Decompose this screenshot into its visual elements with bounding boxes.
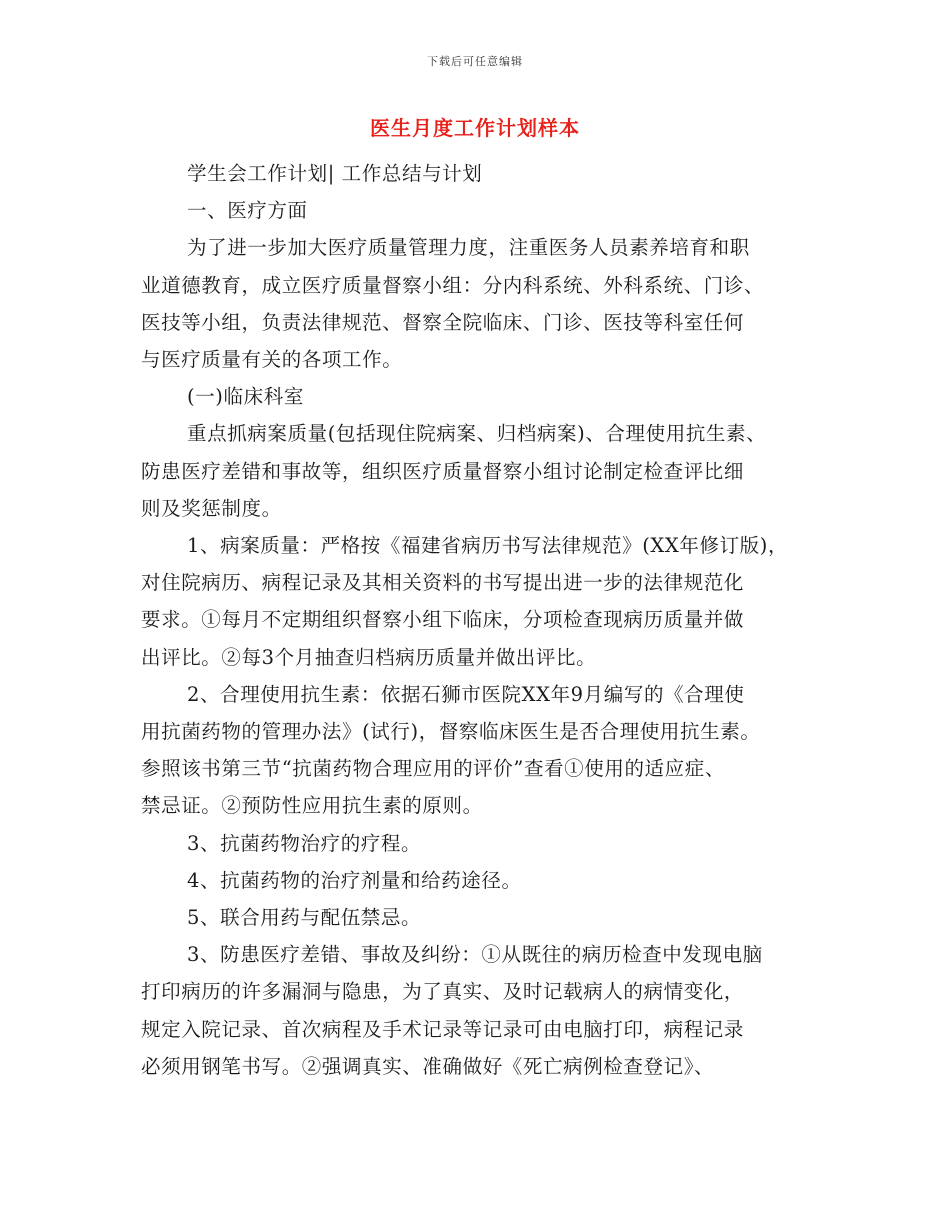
paragraph-line: 与医疗质量有关的各项工作。 bbox=[141, 348, 403, 372]
paragraph bbox=[141, 676, 821, 825]
paragraph-line: 用抗菌药物的管理办法》(试行)，督察临床医生是否合理使用抗生素。 bbox=[141, 720, 761, 744]
paragraph-line: 规定入院记录、首次病程及手术记录等记录可由电脑打印，病程记录 bbox=[141, 1017, 745, 1041]
paragraph-line: 要求。①每月不定期组织督察小组下临床，分项检查现病历质量并做 bbox=[141, 608, 745, 632]
paragraph bbox=[141, 936, 821, 1085]
paragraph-line: 为了进一步加大医疗质量管理力度，注重医务人员素养培育和职 bbox=[187, 236, 750, 260]
document-body bbox=[141, 155, 821, 1085]
paragraph bbox=[141, 527, 821, 676]
paragraph-line: 3、抗菌药物治疗的疗程。 bbox=[187, 831, 422, 855]
paragraph-line: 出评比。②每3个月抽查归档病历质量并做出评比。 bbox=[141, 645, 597, 669]
paragraph-line: 一、医疗方面 bbox=[187, 199, 308, 223]
paragraph-line: 业道德教育，成立医疗质量督察小组：分内科系统、外科系统、门诊、 bbox=[141, 273, 765, 297]
paragraph bbox=[141, 825, 821, 862]
paragraph-line: 3、防患医疗差错、事故及纠纷：①从既往的病历检查中发现电脑 bbox=[187, 943, 763, 967]
paragraph-line: 则及奖惩制度。 bbox=[141, 496, 282, 520]
paragraph-line: 学生会工作计划| 工作总结与计划 bbox=[187, 162, 483, 185]
paragraph bbox=[141, 155, 821, 192]
paragraph bbox=[141, 415, 821, 527]
paragraph-line: 1、病案质量：严格按《福建省病历书写法律规范》(XX年修订版)， bbox=[187, 534, 789, 558]
header-note: 下载后可任意编辑 bbox=[427, 55, 523, 68]
paragraph bbox=[141, 899, 821, 936]
paragraph bbox=[141, 192, 821, 229]
paragraph-line: (一)临床科室 bbox=[187, 385, 304, 409]
paragraph-line: 医技等小组，负责法律规范、督察全院临床、门诊、医技等科室任何 bbox=[141, 310, 745, 334]
paragraph bbox=[141, 229, 821, 378]
paragraph-line: 对住院病历、病程记录及其相关资料的书写提出进一步的法律规范化 bbox=[141, 571, 745, 595]
paragraph-line: 禁忌证。②预防性应用抗生素的原则。 bbox=[141, 794, 483, 818]
paragraph bbox=[141, 378, 821, 415]
paragraph-line: 2、合理使用抗生素：依据石狮市医院XX年9月编写的《合理使 bbox=[187, 682, 745, 706]
paragraph-line: 防患医疗差错和事故等，组织医疗质量督察小组讨论制定检查评比细 bbox=[141, 459, 745, 483]
paragraph-line: 参照该书第三节“抗菌药物合理应用的评价”查看①使用的适应症、 bbox=[141, 757, 725, 781]
document-title: 医生月度工作计划样本 bbox=[370, 116, 580, 140]
paragraph-line: 打印病历的许多漏洞与隐患，为了真实、及时记载病人的病情变化， bbox=[141, 980, 745, 1004]
paragraph bbox=[141, 862, 821, 899]
paragraph-line: 5、联合用药与配伍禁忌。 bbox=[187, 906, 422, 930]
paragraph-line: 重点抓病案质量(包括现住院病案、归档病案)、合理使用抗生素、 bbox=[187, 422, 767, 446]
paragraph-line: 4、抗菌药物的治疗剂量和给药途径。 bbox=[187, 868, 522, 892]
paragraph-line: 必须用钢笔书写。②强调真实、准确做好《死亡病例检查登记》、 bbox=[141, 1054, 715, 1078]
